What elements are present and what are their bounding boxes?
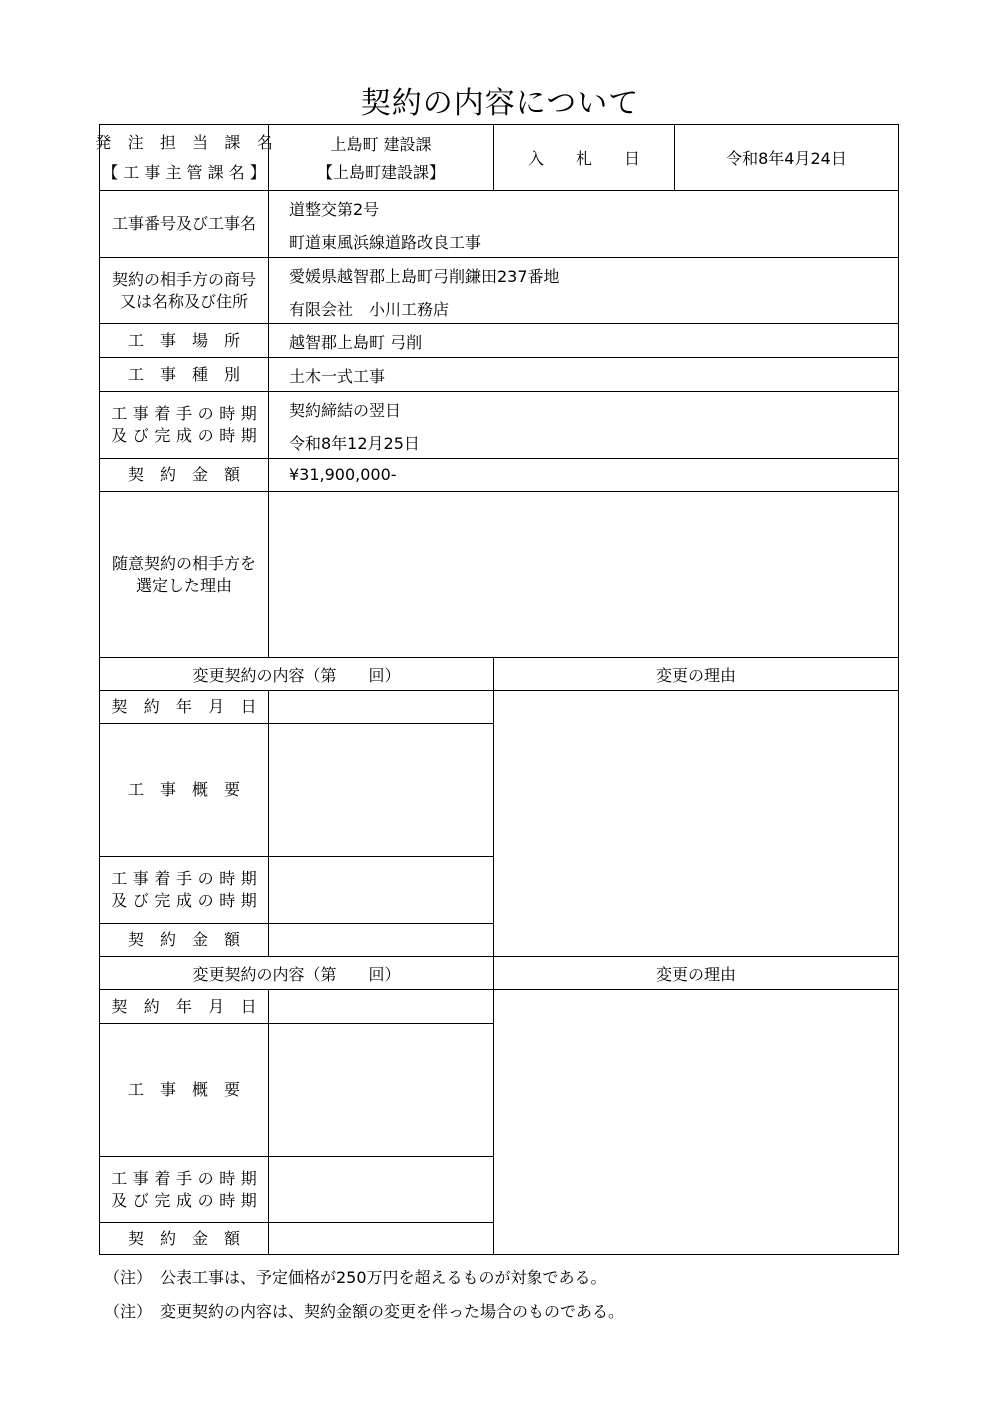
- change-header: 変更契約の内容（第 回）: [192, 665, 401, 685]
- contractor-label-1: 契約の相手方の商号: [111, 269, 256, 289]
- change-summary-value-cell: [268, 723, 494, 857]
- contractor-address: 愛媛県越智郡上島町弓削鎌田237番地: [289, 267, 560, 286]
- reason-label-2: 選定した理由: [135, 575, 232, 595]
- period-value-cell: [268, 391, 899, 459]
- change-period-label-cell: [99, 1156, 269, 1223]
- change-amount-label-cell: [99, 923, 269, 957]
- bid-date-label-cell: [493, 124, 675, 191]
- reason-value-cell: [268, 491, 899, 658]
- change-summary-label: 工 事 概 要: [127, 1080, 240, 1099]
- contractor-name: 有限会社 小川工務店: [289, 300, 450, 319]
- dept-label-cell: [95, 124, 279, 191]
- note-public-works: （注） 公表工事は、予定価格が250万円を超えるものが対象である。: [104, 1268, 607, 1287]
- change-header: 変更契約の内容（第 回）: [192, 964, 401, 984]
- period-label-cell: [99, 391, 269, 459]
- change-reason-value-cell: [493, 690, 899, 957]
- contract-table: [95, 124, 899, 1255]
- change-reason-header: 変更の理由: [655, 665, 736, 685]
- period-start: 契約締結の翌日: [289, 401, 402, 420]
- type-label-cell: [99, 357, 269, 392]
- change-reason-value-cell: [493, 989, 899, 1255]
- change-period-label-cell: [99, 856, 269, 924]
- change-summary-label-cell: [99, 723, 269, 857]
- work-value-cell: [268, 190, 899, 258]
- period-label-2: 及び完成の時期: [111, 426, 263, 445]
- change-date-label: 契 約 年 月 日: [111, 697, 263, 716]
- dept-value-cell: [268, 124, 494, 191]
- location-value-cell: [268, 323, 899, 358]
- amount-label-cell: [99, 458, 269, 492]
- reason-label-cell: [99, 491, 269, 658]
- change-header-cell: [99, 956, 494, 990]
- change-amount-value-cell: [268, 923, 494, 957]
- change-reason-header-cell: [493, 956, 899, 990]
- page-title: 契約の内容について: [360, 86, 640, 121]
- amount-value-cell: [268, 458, 899, 492]
- managing-dept-label: 【 工 事 主 管 課 名 】: [102, 162, 266, 182]
- change-date-label-cell: [99, 989, 269, 1024]
- change-amount-label: 契 約 金 額: [127, 1228, 240, 1248]
- location-label: 工 事 場 所: [127, 330, 240, 350]
- change-summary-label: 工 事 概 要: [127, 780, 240, 799]
- change-date-label: 契 約 年 月 日: [111, 996, 263, 1016]
- dept-label: 発 注 担 当 課 名: [95, 132, 279, 152]
- change-date-value-cell: [268, 989, 494, 1024]
- change-amount-value-cell: [268, 1222, 494, 1255]
- type-value: 土木一式工事: [289, 367, 386, 386]
- work-label-cell: [99, 190, 269, 258]
- contractor-label-cell: [99, 257, 269, 324]
- period-end: 令和8年12月25日: [289, 434, 420, 453]
- type-value-cell: [268, 357, 899, 392]
- contractor-label-2: 又は名称及び住所: [119, 291, 248, 311]
- bid-date-label: 入 札 日: [527, 149, 640, 168]
- work-name: 町道東風浜線道路改良工事: [289, 233, 482, 252]
- change-reason-header-cell: [493, 657, 899, 691]
- amount-value: ¥31,900,000-: [289, 465, 397, 484]
- dept-value: 上島町 建設課: [330, 134, 432, 154]
- change-header-cell: [99, 657, 494, 691]
- reason-label-1: 随意契約の相手方を: [111, 553, 256, 573]
- period-label-1: 工事着手の時期: [111, 404, 263, 423]
- location-label-cell: [99, 323, 269, 358]
- contractor-value-cell: [268, 257, 899, 324]
- change-summary-value-cell: [268, 1023, 494, 1157]
- change-date-value-cell: [268, 690, 494, 724]
- bid-date-cell: [674, 124, 899, 191]
- change-amount-label: 契 約 金 額: [127, 930, 240, 949]
- location-value: 越智郡上島町 弓削: [289, 333, 423, 352]
- change-period-label-1: 工事着手の時期: [111, 869, 263, 888]
- change-period-label-1: 工事着手の時期: [111, 1168, 263, 1188]
- note-change-contract: （注） 変更契約の内容は、契約金額の変更を伴った場合のものである。: [104, 1302, 625, 1321]
- change-period-label-2: 及び完成の時期: [111, 1190, 263, 1210]
- work-label: 工事番号及び工事名: [111, 214, 256, 233]
- type-label: 工 事 種 別: [127, 364, 240, 384]
- change-amount-label-cell: [99, 1222, 269, 1255]
- change-reason-header: 変更の理由: [655, 964, 736, 984]
- change-period-value-cell: [268, 1156, 494, 1223]
- work-number: 道整交第2号: [289, 200, 380, 219]
- bid-date: 令和8年4月24日: [726, 149, 847, 168]
- change-summary-label-cell: [99, 1023, 269, 1157]
- change-period-label-2: 及び完成の時期: [111, 891, 263, 910]
- amount-label: 契 約 金 額: [127, 465, 240, 484]
- change-date-label-cell: [99, 690, 269, 724]
- managing-dept-value: 【上島町建設課】: [316, 163, 445, 183]
- change-period-value-cell: [268, 856, 494, 924]
